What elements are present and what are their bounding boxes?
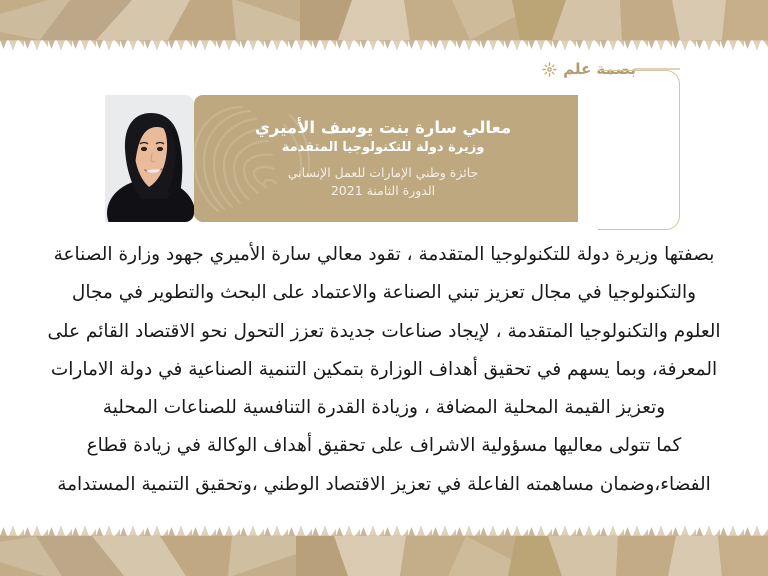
profile-card xyxy=(105,95,578,222)
body-line: والتكنولوجيا في مجال تعزيز تبني الصناعة والاعتماد على البحث والتطوير في مجال xyxy=(71,282,697,304)
award-edition: الدورة الثامنة 2021 xyxy=(330,182,436,198)
low-poly-pattern-top xyxy=(0,0,768,40)
triangular-ornament-top xyxy=(0,40,768,53)
award-name: جائزة وطني الإمارات للعمل الإنساني xyxy=(287,164,479,180)
body-line: المعرفة، وبما يسهم في تحقيق أهداف الوزارة بتمكين التنمية الصناعية في دولة الامارات xyxy=(50,358,718,380)
rosette-icon xyxy=(542,62,557,77)
gold-bracket-frame xyxy=(598,70,680,230)
body-line: الفضاء،وضمان مساهمته الفاعلة في تعزيز الاقتصاد الوطني ،وتحقيق التنمية المستدامة xyxy=(57,473,711,495)
portrait-photo xyxy=(105,95,194,222)
card-text-block xyxy=(204,117,562,200)
card-body xyxy=(194,95,578,222)
top-ornament-border xyxy=(0,40,768,53)
portrait-illustration xyxy=(105,95,194,222)
brand-logo xyxy=(542,62,636,77)
bottom-decorative-band xyxy=(0,536,768,576)
connector-stroke xyxy=(634,68,680,70)
top-decorative-band xyxy=(0,0,768,40)
logo-connector-line xyxy=(634,68,680,70)
body-paragraph xyxy=(0,236,768,504)
logo-label: بصمة علم xyxy=(563,60,636,78)
body-line: كما تتولى معاليها مسؤولية الاشراف على تحقيق أهداف الوكالة في زيادة قطاع xyxy=(86,435,682,457)
body-line: بصفتها وزيرة دولة للتكنولوجيا المتقدمة ، تقود معالي سارة الأميري جهود وزارة الصناعة xyxy=(53,244,715,265)
body-line: العلوم والتكنولوجيا المتقدمة ، لإيجاد صناعات جديدة تعزز التحول نحو الاقتصاد القائم على xyxy=(47,320,721,342)
body-line: وتعزيز القيمة المحلية المضافة ، وزيادة القدرة التنافسية للصناعات المحلية xyxy=(102,397,666,419)
low-poly-pattern-bottom xyxy=(0,536,768,576)
triangular-ornament-bottom xyxy=(0,523,768,536)
person-title: وزيرة دولة للتكنولوجيا المتقدمة xyxy=(281,139,485,155)
bottom-ornament-border xyxy=(0,523,768,536)
person-name: معالي سارة بنت يوسف الأميري xyxy=(254,117,512,137)
